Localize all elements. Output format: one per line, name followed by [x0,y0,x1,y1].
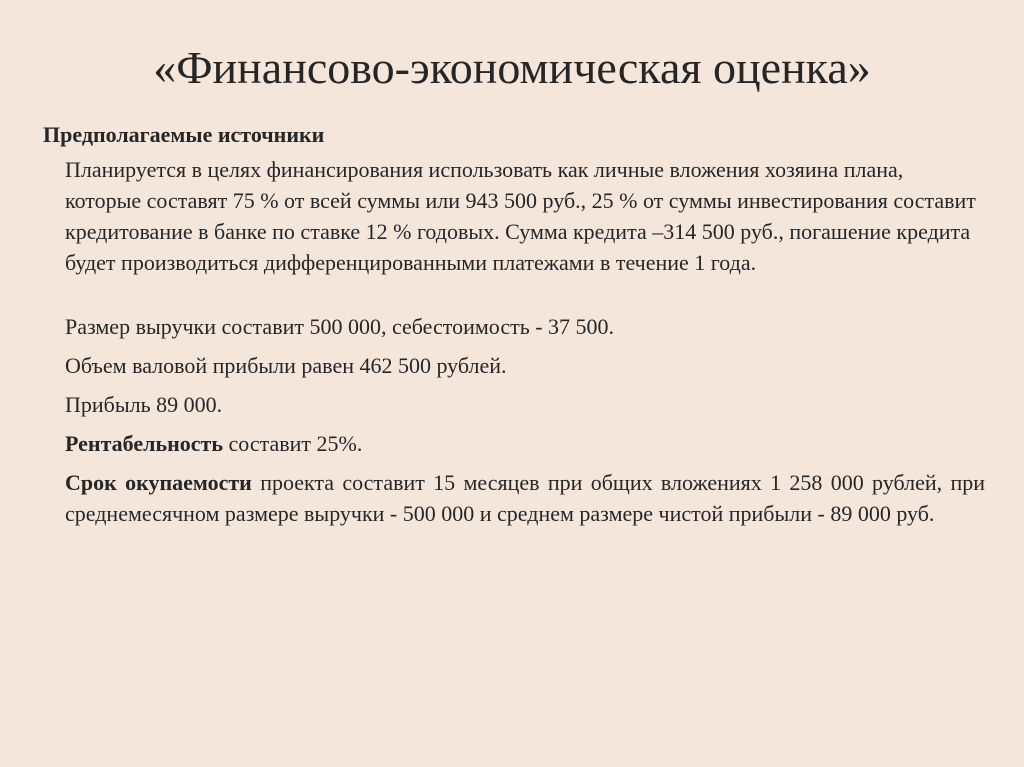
slide-title: «Финансово-экономическая оценка» [153,42,871,93]
revenue-line: Размер выручки составит 500 000, себестоимость - 37 500. [65,314,615,339]
profit-line: Прибыль 89 000. [65,392,223,417]
profitability-line [43,428,985,459]
sources-paragraph: Планируется в целях финансирования использовать как личные вложения хозяина плана, которые составят 75 % от всей суммы или 943 500 руб., 25 % от суммы инвестирования составит кредитование в банке по ставке 12 % годовых. Сумма кредита –314 500 руб., погашение кредита будет производиться дифференцированными платежами в течение 1 года. [65,157,976,275]
profitability-value: составит 25%. [223,431,363,456]
sources-heading: Предполагаемые источники [43,122,325,147]
gross-profit-line: Объем валовой прибыли равен 462 500 рублей. [65,353,507,378]
payback-text: проекта составит 15 месяцев при общих вложениях 1 258 000 рублей, при среднемесячном размере выручки - 500 000 и среднем размере чистой прибыли - 89 000 руб. [65,470,986,526]
payback-paragraph [43,467,985,529]
payback-label: Срок окупаемости [65,470,252,495]
slide-content [43,120,993,529]
profitability-label: Рентабельность [65,431,223,456]
